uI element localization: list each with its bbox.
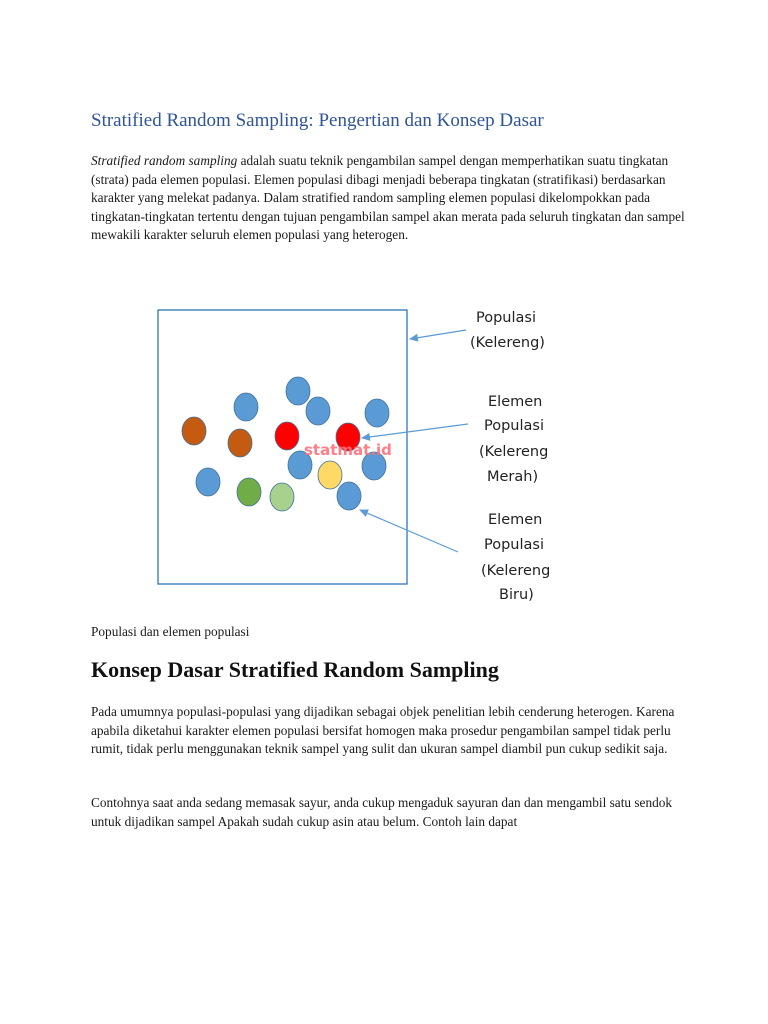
- marble-blue: [234, 393, 258, 421]
- arrow-populasi: [410, 330, 466, 339]
- body-paragraph: Contohnya saat anda sedang memasak sayur, anda cukup mengaduk sayuran dan dan mengambil satu sendok untuk dijadikan sampel Apakah sudah cukup asin atau belum. Contoh lain dapat: [91, 795, 673, 829]
- label-biru-line: Biru): [499, 587, 534, 603]
- label-biru-line: Elemen: [488, 512, 543, 528]
- marble-yellow: [318, 461, 342, 489]
- intro-italic-term: Stratified random sampling: [91, 153, 238, 168]
- marble-blue: [337, 482, 361, 510]
- label-merah-line: (Kelereng: [479, 444, 549, 460]
- label-populasi-line: Populasi: [476, 310, 536, 326]
- label-populasi: [470, 310, 545, 351]
- body-paragraph: Pada umumnya populasi-populasi yang dijadikan sebagai objek penelitian lebih cenderung heterogen. Karena apabila diketahui karakter elemen populasi bersifat homogen maka prosedur pengambilan sampel tidak perlu rumit, tidak perlu menggunakan teknik sampel yang sulit dan ukuran sampel diambil pun cukup sedikit saja.: [91, 704, 675, 757]
- label-populasi-line: (Kelereng): [470, 335, 545, 351]
- marble-blue: [365, 399, 389, 427]
- marble-light-green: [270, 483, 294, 511]
- page-title: Stratified Random Sampling: Pengertian dan Konsep Dasar: [91, 110, 544, 131]
- marble-green: [237, 478, 261, 506]
- marble-blue: [286, 377, 310, 405]
- label-kelereng-merah: [479, 394, 548, 485]
- intro-text: adalah suatu teknik pengambilan sampel dengan memperhatikan suatu tingkatan (strata) pada elemen populasi. Elemen populasi dibagi menjadi beberapa tingkatan (stratifikasi) berdasarkan karakter yang melekat padanya. Dalam stratified random sampling elemen populasi dikelompokkan pada tingkatan-tingkatan tertentu dengan tujuan pengambilan sampel akan merata pada seluruh tingkatan dan sampel mewakili karakter seluruh elemen populasi yang heterogen.: [91, 153, 685, 243]
- label-merah-line: Elemen: [488, 394, 543, 410]
- arrow-kelereng-biru: [360, 510, 458, 552]
- marble-brown: [182, 417, 206, 445]
- marble-brown: [228, 429, 252, 457]
- figure-caption: Populasi dan elemen populasi: [91, 624, 250, 639]
- watermark: statmat.id: [304, 441, 392, 459]
- marble-blue: [306, 397, 330, 425]
- label-merah-line: Merah): [487, 469, 539, 485]
- label-kelereng-biru: [481, 512, 550, 603]
- marble-blue: [196, 468, 220, 496]
- marble-red: [275, 422, 299, 450]
- label-biru-line: (Kelereng: [481, 563, 551, 579]
- label-biru-line: Populasi: [484, 537, 544, 553]
- label-merah-line: Populasi: [484, 418, 544, 434]
- section-heading: Konsep Dasar Stratified Random Sampling: [91, 657, 499, 682]
